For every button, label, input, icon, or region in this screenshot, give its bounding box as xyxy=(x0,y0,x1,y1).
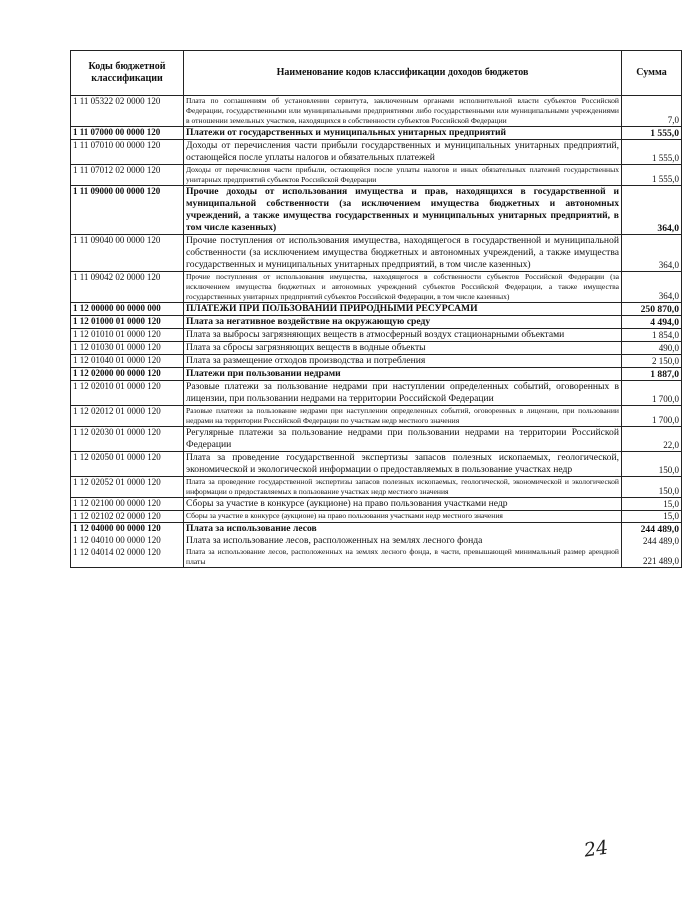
row-amount: 364,0 xyxy=(622,235,682,272)
row-name: Прочие поступления от использования имущества, находящегося в собственности субъектов Российской Федерации (за исключением имущества бюджетных и автономных учреждений субъектов Российской Федерации, а также имущества государственных унитарных предприятий субъектов Российской Федерации, в том числе казенных) xyxy=(184,272,622,303)
table-body xyxy=(71,96,682,568)
row-code: 1 12 04010 00 0000 120 xyxy=(71,535,184,547)
table-row xyxy=(71,368,682,381)
row-amount: 150,0 xyxy=(622,452,682,477)
row-name: Платежи от государственных и муниципальных унитарных предприятий xyxy=(184,127,622,140)
row-code: 1 11 09000 00 0000 120 xyxy=(71,186,184,235)
row-amount: 244 489,0 xyxy=(622,535,682,547)
header-sum: Сумма xyxy=(622,51,682,96)
row-code: 1 12 04000 00 0000 120 xyxy=(71,523,184,536)
table-row xyxy=(71,535,682,547)
row-amount: 1 555,0 xyxy=(622,127,682,140)
header-name: Наименование кодов классификации доходов бюджетов xyxy=(184,51,622,96)
row-code: 1 11 09040 00 0000 120 xyxy=(71,235,184,272)
table-row xyxy=(71,272,682,303)
row-name: Сборы за участие в конкурсе (аукционе) на право пользования участками недр xyxy=(184,498,622,511)
table-row xyxy=(71,452,682,477)
row-name: Плата за сбросы загрязняющих веществ в водные объекты xyxy=(184,342,622,355)
row-code: 1 12 02052 01 0000 120 xyxy=(71,477,184,498)
table-row xyxy=(71,342,682,355)
header-codes: Коды бюджетной классификации xyxy=(71,51,184,96)
row-amount: 1 854,0 xyxy=(622,329,682,342)
row-name: Регулярные платежи за пользование недрами при пользовании недрами на территории Российской Федерации xyxy=(184,427,622,452)
row-amount: 244 489,0 xyxy=(622,523,682,536)
table-row xyxy=(71,498,682,511)
row-amount: 221 489,0 xyxy=(622,547,682,568)
row-code: 1 11 09042 02 0000 120 xyxy=(71,272,184,303)
table-row xyxy=(71,406,682,427)
row-amount: 15,0 xyxy=(622,498,682,511)
row-code: 1 12 02100 00 0000 120 xyxy=(71,498,184,511)
row-amount: 150,0 xyxy=(622,477,682,498)
row-code: 1 12 04014 02 0000 120 xyxy=(71,547,184,568)
row-code: 1 12 01030 01 0000 120 xyxy=(71,342,184,355)
row-name: Разовые платежи за пользование недрами при наступлении определенных событий, оговоренных в лицензии, при пользовании недрами на территории Российской Федерации xyxy=(184,381,622,406)
table-row xyxy=(71,316,682,329)
handwritten-page-number: 24 xyxy=(582,836,610,862)
row-amount: 364,0 xyxy=(622,272,682,303)
row-code: 1 11 05322 02 0000 120 xyxy=(71,96,184,127)
row-code: 1 11 07012 02 0000 120 xyxy=(71,165,184,186)
table-row xyxy=(71,427,682,452)
table-row xyxy=(71,523,682,536)
revenue-classification-table xyxy=(70,50,682,568)
table-row xyxy=(71,547,682,568)
row-name: Доходы от перечисления части прибыли государственных и муниципальных унитарных предприятий, остающейся после уплаты налогов и обязательных платежей xyxy=(184,140,622,165)
table-row xyxy=(71,477,682,498)
table-row xyxy=(71,355,682,368)
table-row xyxy=(71,140,682,165)
row-name: Плата за выбросы загрязняющих веществ в атмосферный воздух стационарными объектами xyxy=(184,329,622,342)
row-code: 1 12 02102 02 0000 120 xyxy=(71,511,184,523)
row-amount: 2 150,0 xyxy=(622,355,682,368)
row-amount: 250 870,0 xyxy=(622,303,682,316)
row-code: 1 12 01000 01 0000 120 xyxy=(71,316,184,329)
row-amount: 7,0 xyxy=(622,96,682,127)
row-code: 1 11 07010 00 0000 120 xyxy=(71,140,184,165)
row-name: Плата за использование лесов xyxy=(184,523,622,536)
table-header-row xyxy=(71,51,682,96)
row-code: 1 12 02010 01 0000 120 xyxy=(71,381,184,406)
table-row xyxy=(71,303,682,316)
row-name: Плата за негативное воздействие на окружающую среду xyxy=(184,316,622,329)
row-amount: 15,0 xyxy=(622,511,682,523)
budget-revenue-table-sheet xyxy=(70,50,679,568)
table-row xyxy=(71,96,682,127)
row-amount: 1 700,0 xyxy=(622,406,682,427)
row-name: Плата за проведение государственной экспертизы запасов полезных ископаемых, геологической, экономической и экологической информации о предоставляемых в пользование участках недр xyxy=(184,452,622,477)
row-code: 1 12 02000 00 0000 120 xyxy=(71,368,184,381)
row-amount: 1 555,0 xyxy=(622,140,682,165)
row-code: 1 12 02030 01 0000 120 xyxy=(71,427,184,452)
row-name: Платежи при пользовании недрами xyxy=(184,368,622,381)
table-row xyxy=(71,165,682,186)
row-code: 1 12 00000 00 0000 000 xyxy=(71,303,184,316)
row-amount: 364,0 xyxy=(622,186,682,235)
row-amount: 1 555,0 xyxy=(622,165,682,186)
row-code: 1 12 01010 01 0000 120 xyxy=(71,329,184,342)
row-amount: 490,0 xyxy=(622,342,682,355)
row-code: 1 12 01040 01 0000 120 xyxy=(71,355,184,368)
table-row xyxy=(71,329,682,342)
table-row xyxy=(71,186,682,235)
table-row xyxy=(71,511,682,523)
row-name: Прочие поступления от использования имущества, находящегося в государственной и муниципальной собственности (за исключением имущества бюджетных и автономных учреждений, а также имущества государственных и муниципальных унитарных предприятий, в том числе казенных) xyxy=(184,235,622,272)
row-name: Плата за проведение государственной экспертизы запасов полезных ископаемых, геологической, экономической и экологической информации о предоставляемых в пользование участках недр местного значения xyxy=(184,477,622,498)
row-amount: 22,0 xyxy=(622,427,682,452)
row-code: 1 12 02050 01 0000 120 xyxy=(71,452,184,477)
table-row xyxy=(71,235,682,272)
row-amount: 1 700,0 xyxy=(622,381,682,406)
table-row xyxy=(71,381,682,406)
row-name: ПЛАТЕЖИ ПРИ ПОЛЬЗОВАНИИ ПРИРОДНЫМИ РЕСУРСАМИ xyxy=(184,303,622,316)
row-name: Доходы от перечисления части прибыли, остающейся после уплаты налогов и иных обязательных платежей государственных унитарных предприятий субъектов Российской Федерации xyxy=(184,165,622,186)
row-name: Сборы за участие в конкурсе (аукционе) на право пользования участками недр местного значения xyxy=(184,511,622,523)
row-name: Плата по соглашениям об установлении сервитута, заключенным органами исполнительной власти субъектов Российской Федерации, государственными или муниципальными предприятиями либо государственными или муниципальными учреждениями в отношении земельных участков, находящихся в собственности субъектов Российской Федерации xyxy=(184,96,622,127)
row-name: Плата за размещение отходов производства и потребления xyxy=(184,355,622,368)
row-name: Разовые платежи за пользование недрами при наступлении определенных событий, оговоренных в лицензии, при пользовании недрами на территории Российской Федерации по участкам недр местного значения xyxy=(184,406,622,427)
row-name: Плата за использование лесов, расположенных на землях лесного фонда, в части, превышающей минимальный размер арендной платы xyxy=(184,547,622,568)
row-name: Прочие доходы от использования имущества и прав, находящихся в государственной и муниципальной собственности (за исключением имущества бюджетных и автономных учреждений, а также имущества государственных и муниципальных унитарных предприятий, в том числе казенных) xyxy=(184,186,622,235)
row-code: 1 12 02012 01 0000 120 xyxy=(71,406,184,427)
row-amount: 1 887,0 xyxy=(622,368,682,381)
table-row xyxy=(71,127,682,140)
row-code: 1 11 07000 00 0000 120 xyxy=(71,127,184,140)
row-amount: 4 494,0 xyxy=(622,316,682,329)
row-name: Плата за использование лесов, расположенных на землях лесного фонда xyxy=(184,535,622,547)
